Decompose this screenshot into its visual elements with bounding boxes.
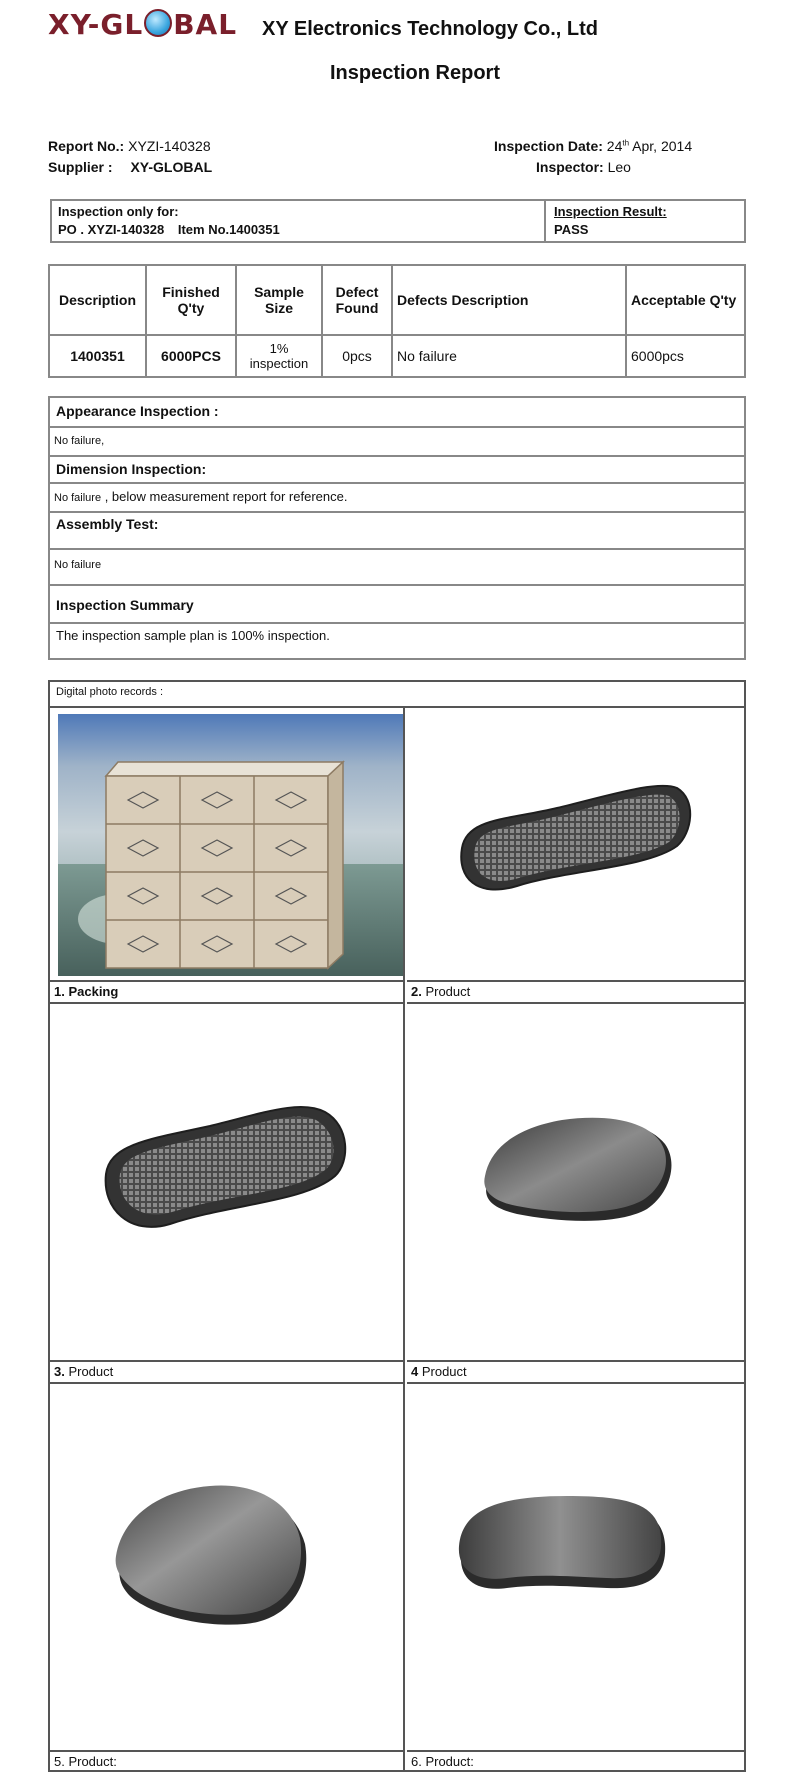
header-finished-qty: Finished Q'ty bbox=[146, 265, 236, 335]
summary-title: Inspection Summary bbox=[50, 586, 744, 624]
product-image-3 bbox=[50, 1004, 405, 1360]
header-defects-description: Defects Description bbox=[392, 265, 626, 335]
caption-4: 4 Product bbox=[407, 1360, 744, 1382]
header-defect-found: Defect Found bbox=[322, 265, 392, 335]
cell-defect-found: 0pcs bbox=[322, 335, 392, 377]
product-image-4 bbox=[407, 1004, 744, 1360]
logo-text-right: BAL bbox=[173, 8, 238, 41]
report-title: Inspection Report bbox=[329, 62, 500, 84]
product-image-5 bbox=[50, 1384, 405, 1750]
photo-product-4 bbox=[407, 1002, 744, 1360]
supplier: Supplier : XY-GLOBAL bbox=[48, 159, 213, 175]
caption-3: 3. Product bbox=[50, 1360, 405, 1382]
photo-product-3 bbox=[50, 1002, 405, 1360]
packing-image bbox=[58, 714, 403, 976]
inspection-scope-label: Inspection only for: bbox=[58, 204, 179, 219]
cell-finished-qty: 6000PCS bbox=[146, 335, 236, 377]
inspection-result-label: Inspection Result: bbox=[554, 204, 667, 219]
cell-defects-description: No failure bbox=[392, 335, 626, 377]
po-number: PO . XYZI-140328 bbox=[58, 222, 165, 237]
cell-acceptable-qty: 6000pcs bbox=[626, 335, 745, 377]
photo-product-5 bbox=[50, 1382, 405, 1750]
table-header-row bbox=[49, 265, 745, 335]
inspection-scope-box bbox=[50, 199, 746, 243]
caption-1: 1. Packing bbox=[50, 980, 405, 1002]
company-name: XY Electronics Technology Co., Ltd bbox=[262, 18, 598, 40]
appearance-text: No failure, bbox=[50, 428, 744, 457]
dimension-title: Dimension Inspection: bbox=[50, 457, 744, 484]
photo-packing bbox=[50, 708, 405, 980]
inspector: Inspector: Leo bbox=[536, 159, 631, 175]
summary-text: The inspection sample plan is 100% inspection. bbox=[56, 628, 330, 643]
cell-sample-size: 1% inspection bbox=[236, 335, 322, 377]
caption-6: 6. Product: bbox=[407, 1750, 744, 1772]
caption-5: 5. Product: bbox=[50, 1750, 405, 1772]
item-number: Item No.1400351 bbox=[177, 222, 280, 237]
header-description: Description bbox=[49, 265, 146, 335]
photo-records-header: Digital photo records : bbox=[50, 682, 744, 708]
product-image-6 bbox=[407, 1384, 744, 1750]
photo-product-6 bbox=[407, 1382, 744, 1750]
inspection-date: Inspection Date: 24th Apr, 2014 bbox=[494, 138, 693, 154]
report-number: Report No.: XYZI-140328 bbox=[48, 138, 211, 154]
inspection-sections bbox=[48, 396, 746, 660]
photo-product-2 bbox=[407, 708, 744, 980]
photo-records bbox=[48, 680, 746, 1772]
company-logo bbox=[48, 8, 237, 41]
globe-icon bbox=[144, 9, 172, 37]
header-sample-size: Sample Size bbox=[236, 265, 322, 335]
assembly-title: Assembly Test: bbox=[50, 513, 744, 550]
appearance-title: Appearance Inspection : bbox=[50, 398, 744, 428]
assembly-text: No failure bbox=[50, 550, 744, 586]
table-row bbox=[49, 335, 745, 377]
logo-text-left: XY-GL bbox=[48, 8, 144, 41]
inspection-table bbox=[48, 264, 746, 378]
inspection-result: PASS bbox=[554, 222, 589, 237]
product-image-2 bbox=[407, 708, 744, 980]
caption-2: 2. Product bbox=[407, 980, 744, 1002]
header-acceptable-qty: Acceptable Q'ty bbox=[626, 265, 745, 335]
dimension-text: No failure , below measurement report for reference. bbox=[50, 484, 744, 513]
cell-description: 1400351 bbox=[49, 335, 146, 377]
